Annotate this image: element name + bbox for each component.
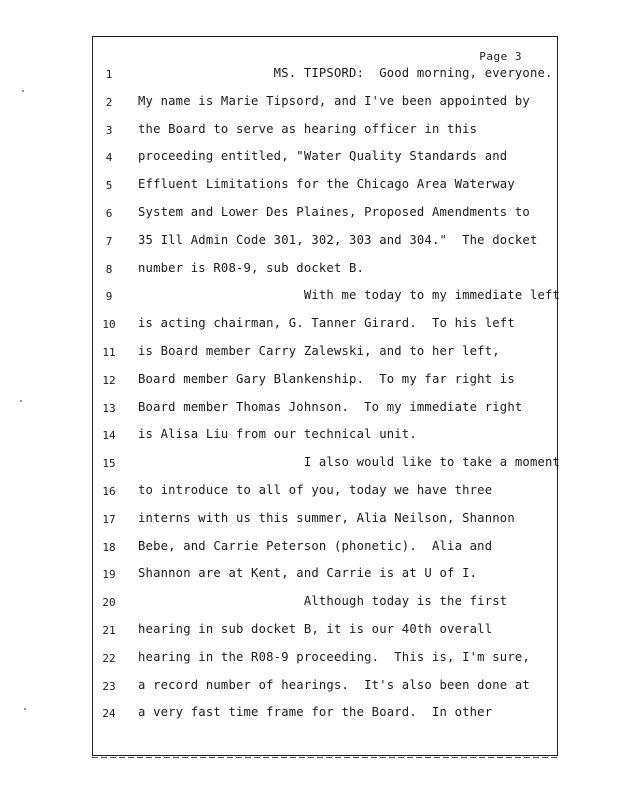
transcript-line bbox=[92, 535, 558, 563]
line-number: 7 bbox=[105, 234, 113, 248]
transcript-line bbox=[92, 257, 558, 285]
line-number: 5 bbox=[105, 179, 113, 193]
scan-speck bbox=[20, 400, 22, 402]
line-text: Board member Gary Blankenship. To my far right is bbox=[138, 371, 515, 386]
transcript-line bbox=[92, 145, 558, 173]
line-text: 35 Ill Admin Code 301, 302, 303 and 304." The docket bbox=[138, 232, 538, 247]
transcript-line bbox=[92, 368, 558, 396]
scan-speck bbox=[22, 90, 24, 92]
line-text: With me today to my immediate left bbox=[138, 288, 561, 303]
line-text: a very fast time frame for the Board. In other bbox=[138, 705, 493, 720]
transcript-line bbox=[92, 479, 558, 507]
line-number: 8 bbox=[105, 262, 113, 276]
transcript-line bbox=[92, 562, 558, 590]
line-text: Bebe, and Carrie Peterson (phonetic). Alia and bbox=[138, 538, 493, 553]
transcript-line bbox=[92, 674, 558, 702]
line-number: 12 bbox=[102, 373, 116, 387]
line-number: 18 bbox=[102, 540, 116, 554]
line-number: 13 bbox=[102, 401, 116, 415]
transcript-line bbox=[92, 173, 558, 201]
transcript-line bbox=[92, 340, 558, 368]
line-text: Effluent Limitations for the Chicago Area Waterway bbox=[138, 177, 515, 192]
page-number: Page 3 bbox=[479, 50, 522, 63]
transcript-line bbox=[92, 507, 558, 535]
line-text: is acting chairman, G. Tanner Girard. To his left bbox=[138, 316, 515, 331]
line-text: System and Lower Des Plaines, Proposed Amendments to bbox=[138, 204, 530, 219]
line-text: My name is Marie Tipsord, and I've been appointed by bbox=[138, 93, 530, 108]
line-text: number is R08-9, sub docket B. bbox=[138, 260, 365, 275]
line-number: 23 bbox=[102, 679, 116, 693]
line-text: the Board to serve as hearing officer in this bbox=[138, 121, 478, 136]
transcript-line bbox=[92, 201, 558, 229]
line-number: 22 bbox=[102, 651, 116, 665]
transcript-line bbox=[92, 62, 558, 90]
transcript-line bbox=[92, 618, 558, 646]
line-number: 9 bbox=[105, 290, 113, 304]
transcript-line bbox=[92, 423, 558, 451]
line-number: 10 bbox=[102, 318, 116, 332]
transcript-line bbox=[92, 701, 558, 729]
line-number: 2 bbox=[105, 95, 113, 109]
transcript-line bbox=[92, 284, 561, 312]
line-text: MS. TIPSORD: Good morning, everyone. bbox=[138, 66, 553, 80]
line-number: 4 bbox=[105, 151, 113, 165]
line-text: hearing in sub docket B, it is our 40th overall bbox=[138, 621, 493, 636]
line-text: interns with us this summer, Alia Neilson, Shannon bbox=[138, 510, 515, 525]
scan-speck bbox=[24, 708, 26, 710]
line-number: 19 bbox=[102, 568, 116, 582]
line-number: 20 bbox=[102, 596, 116, 610]
line-number: 11 bbox=[102, 345, 116, 359]
line-text: to introduce to all of you, today we have three bbox=[138, 482, 493, 497]
transcript-line bbox=[92, 646, 558, 674]
line-text: I also would like to take a moment bbox=[138, 455, 561, 470]
line-number: 1 bbox=[105, 68, 113, 81]
line-text: is Alisa Liu from our technical unit. bbox=[138, 427, 417, 442]
line-number: 3 bbox=[105, 123, 113, 137]
line-number: 15 bbox=[102, 457, 116, 471]
line-text: Although today is the first bbox=[138, 594, 508, 609]
line-number: 17 bbox=[102, 512, 116, 526]
line-text: is Board member Carry Zalewski, and to her left, bbox=[138, 343, 500, 358]
transcript-line bbox=[92, 90, 558, 118]
transcript-line bbox=[92, 118, 558, 146]
transcript-line bbox=[92, 312, 558, 340]
transcript-line bbox=[92, 396, 558, 424]
line-text: proceeding entitled, "Water Quality Standards and bbox=[138, 149, 508, 164]
line-number: 21 bbox=[102, 623, 116, 637]
line-text: Shannon are at Kent, and Carrie is at U of I. bbox=[138, 566, 478, 581]
transcript-line bbox=[92, 590, 558, 618]
transcript-line bbox=[92, 451, 561, 479]
transcript-line bbox=[92, 229, 558, 257]
line-text: Board member Thomas Johnson. To my immediate right bbox=[138, 399, 523, 414]
line-number: 14 bbox=[102, 429, 116, 443]
line-number: 24 bbox=[102, 707, 116, 721]
transcript-lines bbox=[92, 62, 561, 729]
bottom-rule bbox=[92, 757, 558, 758]
line-number: 6 bbox=[105, 206, 113, 220]
line-text: a record number of hearings. It's also been done at bbox=[138, 677, 530, 692]
line-number: 16 bbox=[102, 484, 116, 498]
line-text: hearing in the R08-9 proceeding. This is, I'm sure, bbox=[138, 649, 530, 664]
